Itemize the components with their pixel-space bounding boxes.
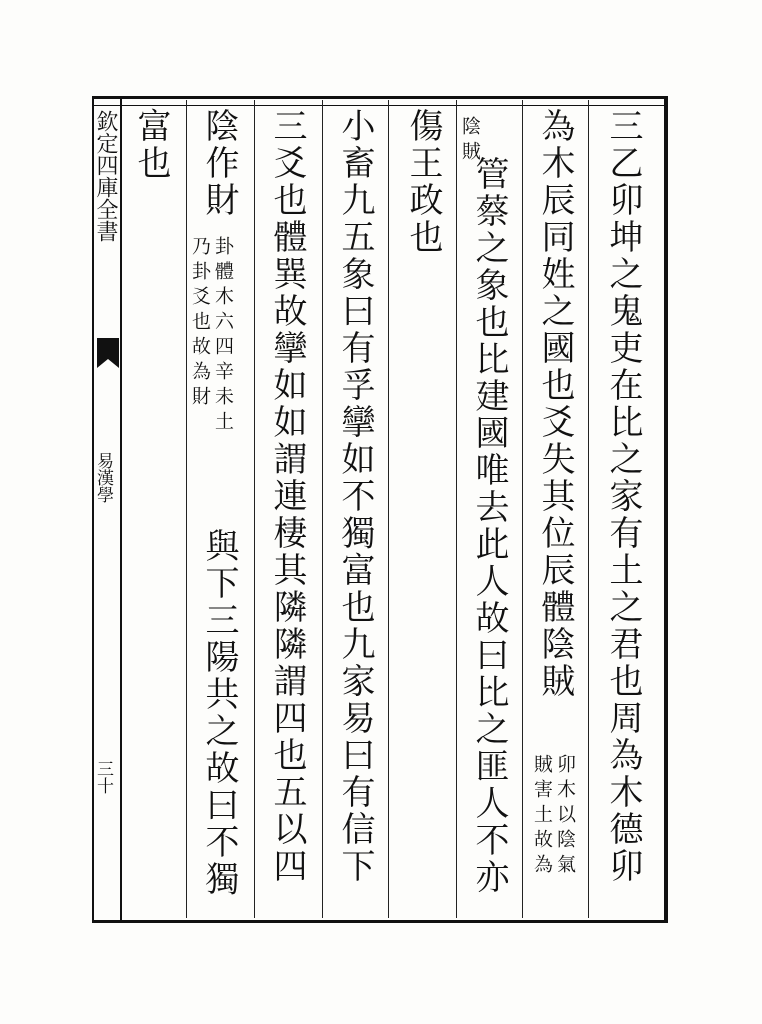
text-column-1: 三乙卯坤之鬼吏在比之家有土之君也周為木德卯 — [603, 108, 643, 885]
column-rule — [588, 100, 589, 918]
banxin-divider — [120, 96, 122, 922]
text-column-7-bottom: 與下三陽共之故曰不獨 — [199, 528, 239, 898]
book-title: 欽定四庫全書 — [93, 110, 118, 242]
fish-tail-mark — [97, 338, 119, 368]
section-title: 易漢學 — [93, 452, 113, 503]
text-column-5: 小畜九五象曰有孚攣如不獨富也九家易曰有信下 — [335, 108, 375, 885]
column-rule — [186, 100, 187, 918]
text-column-6: 三爻也體巽故攣如如謂連棲其隣隣謂四也五以四 — [267, 108, 307, 885]
column-rule — [388, 100, 389, 918]
text-column-4: 傷王政也 — [403, 108, 443, 256]
column-rule — [322, 100, 323, 918]
page-number: 三十 — [93, 760, 113, 794]
annotation-column-2 — [532, 754, 574, 879]
column-rule — [456, 100, 457, 918]
annotation-line: 卦體木六四辛未土 — [212, 236, 234, 436]
column-rule — [522, 100, 523, 918]
annotation-line: 賊害土故為 — [531, 754, 553, 879]
annotation-column-7 — [190, 236, 232, 436]
annotation-line: 卯木以陰氣 — [554, 754, 576, 879]
text-column-2: 為木辰同姓之國也爻失其位辰體陰賊 — [535, 108, 575, 700]
annotation-line: 陰賊 — [459, 116, 481, 166]
annotation-line: 乃卦爻也故為財 — [189, 236, 211, 411]
text-column-8: 富也 — [131, 108, 171, 182]
column-rule — [254, 100, 255, 918]
text-column-3: 管蔡之象也比建國唯去此人故曰比之匪人不亦 — [469, 156, 509, 896]
frame-bottom-border — [92, 916, 668, 923]
frame-right-border — [664, 96, 668, 922]
frame-top-border — [92, 96, 668, 106]
text-column-7-top: 陰作財 — [199, 108, 239, 219]
